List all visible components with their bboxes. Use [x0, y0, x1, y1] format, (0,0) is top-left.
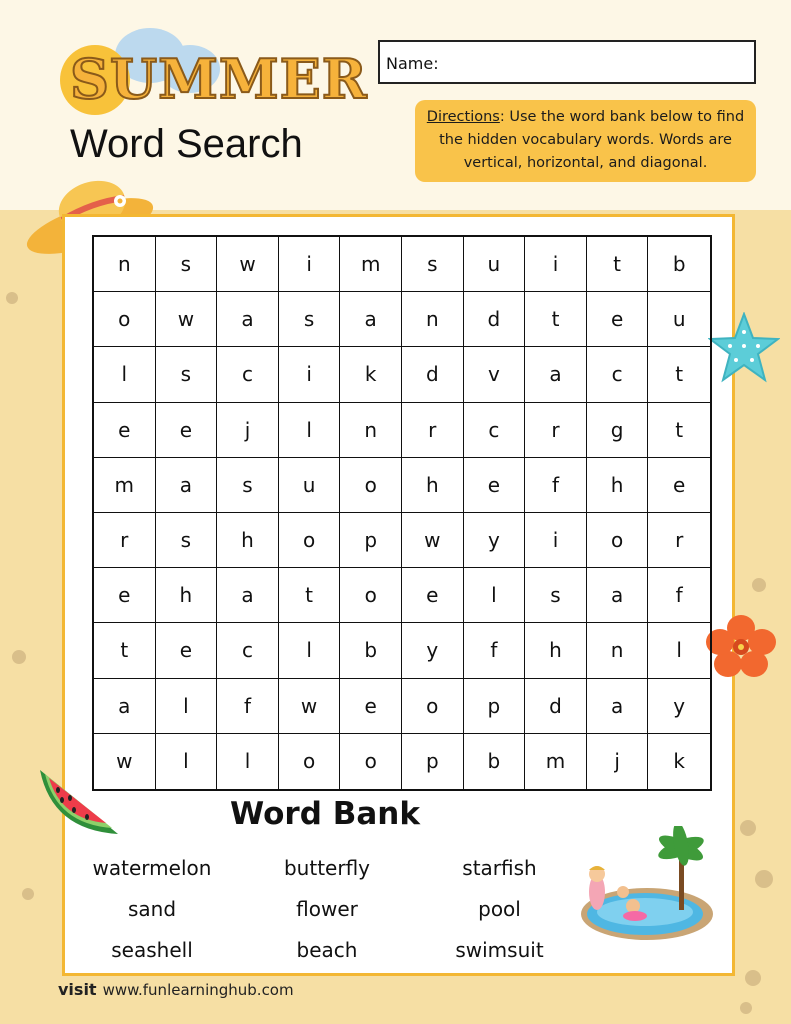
grid-cell[interactable]: c — [217, 347, 279, 402]
footer-url[interactable]: www.funlearninghub.com — [102, 981, 294, 999]
grid-cell[interactable]: a — [156, 458, 218, 513]
word-bank-item: swimsuit — [455, 938, 544, 962]
grid-cell[interactable]: p — [402, 734, 464, 789]
word-bank-item: pool — [478, 897, 521, 921]
grid-cell[interactable]: t — [279, 568, 341, 623]
grid-cell[interactable]: s — [217, 458, 279, 513]
grid-cell[interactable]: o — [279, 734, 341, 789]
grid-cell[interactable]: c — [217, 623, 279, 678]
grid-cell[interactable]: f — [648, 568, 710, 623]
grid-cell[interactable]: r — [648, 513, 710, 568]
grid-cell[interactable]: a — [217, 292, 279, 347]
title-summer: SUMMER — [70, 47, 368, 111]
grid-cell[interactable]: w — [279, 679, 341, 734]
grid-cell[interactable]: m — [340, 237, 402, 292]
grid-cell[interactable]: e — [464, 458, 526, 513]
grid-cell[interactable]: h — [587, 458, 649, 513]
grid-cell[interactable]: f — [464, 623, 526, 678]
grid-cell[interactable]: o — [587, 513, 649, 568]
footer-visit-label: visit — [58, 980, 97, 999]
grid-cell[interactable]: s — [156, 513, 218, 568]
word-bank-item: watermelon — [92, 856, 212, 880]
grid-cell[interactable]: t — [648, 403, 710, 458]
grid-cell[interactable]: o — [340, 458, 402, 513]
grid-cell[interactable]: o — [340, 568, 402, 623]
grid-cell[interactable]: d — [402, 347, 464, 402]
sand-dot — [22, 888, 34, 900]
grid-cell[interactable]: o — [94, 292, 156, 347]
word-bank-item: beach — [296, 938, 358, 962]
grid-cell[interactable]: s — [156, 347, 218, 402]
grid-cell[interactable]: u — [279, 458, 341, 513]
sand-dot — [752, 578, 766, 592]
grid-cell[interactable]: e — [94, 403, 156, 458]
grid-cell[interactable]: s — [525, 568, 587, 623]
grid-cell[interactable]: l — [94, 347, 156, 402]
grid-cell[interactable]: n — [402, 292, 464, 347]
grid-cell[interactable]: r — [525, 403, 587, 458]
grid-cell[interactable]: c — [464, 403, 526, 458]
grid-cell[interactable]: h — [156, 568, 218, 623]
grid-cell[interactable]: h — [217, 513, 279, 568]
grid-cell[interactable]: b — [648, 237, 710, 292]
sand-dot — [745, 970, 761, 986]
grid-cell[interactable]: u — [464, 237, 526, 292]
grid-cell[interactable]: h — [402, 458, 464, 513]
grid-cell[interactable]: i — [525, 513, 587, 568]
grid-cell[interactable]: b — [340, 623, 402, 678]
grid-cell[interactable]: l — [464, 568, 526, 623]
directions-box — [415, 100, 756, 182]
grid-cell[interactable]: k — [673, 749, 685, 774]
word-bank-item: butterfly — [283, 856, 370, 880]
grid-cell[interactable]: o — [279, 513, 341, 568]
word-bank-item: starfish — [462, 856, 537, 880]
grid-cell[interactable]: g — [587, 403, 649, 458]
grid-cell[interactable]: s — [156, 237, 218, 292]
grid-cell[interactable]: e — [94, 568, 156, 623]
grid-cell[interactable]: p — [464, 679, 526, 734]
grid-cell[interactable]: l — [156, 679, 218, 734]
directions-lead: Directions — [426, 109, 500, 125]
grid-cell[interactable]: l — [217, 734, 279, 789]
name-label: Name: — [386, 54, 439, 73]
grid-cell[interactable]: y — [464, 513, 526, 568]
grid-cell[interactable]: w — [217, 237, 279, 292]
grid-cell[interactable]: s — [402, 237, 464, 292]
footer — [58, 980, 294, 999]
grid-cell[interactable]: i — [279, 237, 341, 292]
sand-dot — [740, 820, 756, 836]
grid-cell[interactable]: w — [156, 292, 218, 347]
grid-cell[interactable]: t — [648, 347, 710, 402]
grid-cell[interactable]: k — [340, 347, 402, 402]
grid-cell[interactable]: n — [94, 237, 156, 292]
pool-illustration — [575, 826, 717, 948]
grid-cell[interactable]: e — [587, 292, 649, 347]
grid-cell[interactable]: a — [587, 679, 649, 734]
grid-cell[interactable]: c — [587, 347, 649, 402]
grid-cell[interactable]: e — [340, 679, 402, 734]
word-bank-item: flower — [296, 897, 358, 921]
grid-cell[interactable]: e — [156, 623, 218, 678]
grid-cell[interactable]: a — [525, 347, 587, 402]
hibiscus-flower-icon — [706, 614, 776, 678]
grid-cell[interactable]: f — [525, 458, 587, 513]
grid-cell[interactable]: d — [464, 292, 526, 347]
grid-cell[interactable]: e — [402, 568, 464, 623]
title-word-search: Word Search — [70, 122, 303, 166]
grid-cell[interactable]: o — [340, 734, 402, 789]
sand-dot — [755, 870, 773, 888]
grid-cell[interactable]: m — [525, 734, 587, 789]
grid-cell[interactable]: j — [587, 734, 649, 789]
sand-dot — [6, 292, 18, 304]
sand-dot — [12, 650, 26, 664]
word-bank-title: Word Bank — [230, 796, 420, 832]
grid-cell[interactable]: l — [279, 403, 341, 458]
grid-cell[interactable]: i — [525, 237, 587, 292]
grid-cell[interactable]: j — [217, 403, 279, 458]
grid-cell[interactable]: a — [217, 568, 279, 623]
grid-cell[interactable]: l — [156, 734, 218, 789]
grid-cell[interactable]: p — [340, 513, 402, 568]
grid-cell[interactable]: a — [94, 679, 156, 734]
directions-body: : Use the word bank below to find the hidden vocabulary words. Words are vertical, horizontal, and diagonal. — [439, 109, 745, 171]
grid-cell[interactable]: l — [648, 623, 710, 678]
grid-cell[interactable]: n — [587, 623, 649, 678]
grid-cell[interactable]: e — [648, 458, 710, 513]
grid-cell[interactable]: v — [464, 347, 526, 402]
grid-cell[interactable]: n — [340, 403, 402, 458]
directions-text — [423, 106, 748, 175]
grid-cell[interactable]: w — [402, 513, 464, 568]
grid-cell[interactable]: f — [217, 679, 279, 734]
grid-cell[interactable]: y — [402, 623, 464, 678]
grid-cell[interactable]: o — [402, 679, 464, 734]
starfish-icon — [708, 312, 780, 384]
grid-cell[interactable]: e — [156, 403, 218, 458]
word-bank-item: seashell — [111, 938, 193, 962]
grid-cell[interactable]: t — [94, 623, 156, 678]
grid-cell[interactable]: a — [587, 568, 649, 623]
grid-cell[interactable]: r — [402, 403, 464, 458]
grid-cell[interactable]: d — [525, 679, 587, 734]
grid-cell[interactable]: t — [587, 237, 649, 292]
grid-cell[interactable]: r — [94, 513, 156, 568]
word-bank-item: sand — [127, 897, 177, 921]
grid-cell[interactable]: h — [525, 623, 587, 678]
grid-cell[interactable]: m — [94, 458, 156, 513]
grid-cell[interactable]: w — [94, 734, 156, 789]
grid-cell[interactable]: l — [279, 623, 341, 678]
name-field[interactable] — [378, 40, 756, 84]
grid-cell[interactable]: s — [279, 292, 341, 347]
sand-dot — [740, 1002, 752, 1014]
grid-cell[interactable]: a — [340, 292, 402, 347]
word-search-grid — [92, 235, 712, 791]
grid-cell[interactable]: u — [648, 292, 710, 347]
word-bank-list — [62, 848, 587, 968]
grid-cell[interactable]: y — [648, 679, 710, 734]
grid-cell[interactable]: t — [525, 292, 587, 347]
grid-cell[interactable]: i — [279, 347, 341, 402]
grid-cell[interactable]: b — [464, 734, 526, 789]
